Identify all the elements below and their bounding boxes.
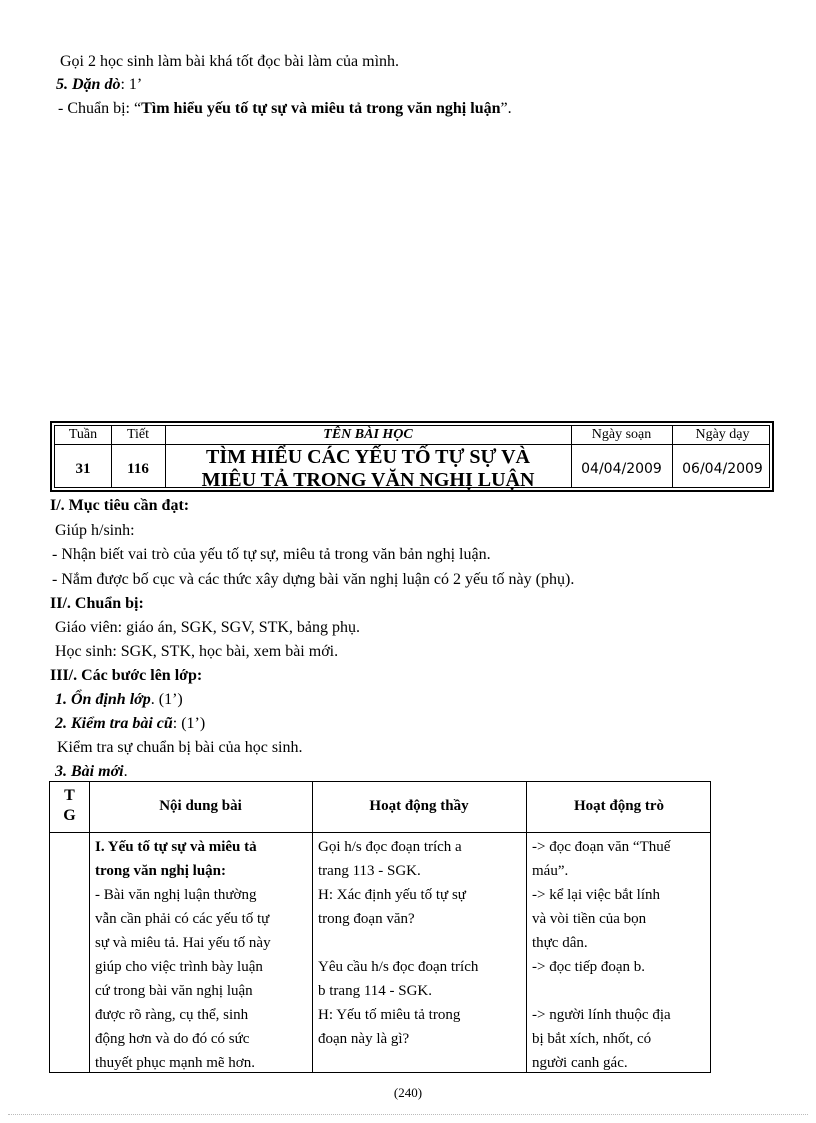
page-number: (240): [393, 1085, 423, 1100]
prep-title: Tìm hiểu yếu tố tự sự và miêu tả trong văn nghị luận: [141, 100, 501, 117]
col-week-header: Tuần: [68, 427, 98, 442]
student-activity-line: người canh gác.: [532, 1055, 628, 1071]
content-line: - Bài văn nghị luận thường: [95, 887, 257, 903]
content-lines: [95, 883, 307, 1075]
period-value: 116: [127, 461, 149, 477]
step-2-detail: Kiểm tra sự chuẩn bị bài của học sinh.: [57, 739, 303, 756]
content-line: động hơn và do đó có sức: [95, 1031, 250, 1047]
page-edge-divider: [8, 1114, 808, 1115]
content-line: giúp cho việc trình bày luận: [95, 959, 263, 975]
objectives-intro: Giúp h/sinh:: [55, 522, 135, 539]
section5-time: : 1’: [120, 76, 143, 93]
student-activity-line: -> đọc đoạn văn “Thuế: [532, 839, 671, 855]
student-cell: [532, 835, 704, 1075]
preparation-teacher: Giáo viên: giáo án, SGK, SGV, STK, bảng phụ.: [55, 619, 361, 636]
preparation-student: Học sinh: SGK, STK, học bài, xem bài mới.: [55, 643, 339, 660]
step-3-label: 3. Bài mới: [55, 763, 124, 780]
col-prep-date-header: Ngày soạn: [591, 427, 652, 442]
prep-prefix: - Chuẩn bị: “: [58, 100, 142, 117]
col-time-header: [50, 786, 89, 826]
col-teach-date-header: Ngày dạy: [695, 427, 750, 442]
student-activity-line: thực dân.: [532, 935, 588, 951]
lesson-activities-table: [49, 781, 711, 1073]
student-activity-line: -> kể lại việc bắt lính: [532, 887, 660, 903]
lesson-title-line2: MIÊU TẢ TRONG VĂN NGHỊ LUẬN: [201, 469, 535, 491]
step-3-rest: .: [123, 763, 128, 780]
col-period-header: Tiết: [126, 427, 150, 442]
teacher-activity-line: đoạn này là gì?: [318, 1031, 410, 1047]
col-teacher-header: Hoạt động thầy: [369, 798, 469, 814]
content-line: được rõ ràng, cụ thể, sinh: [95, 1007, 249, 1023]
section5-label: 5. Dặn dò: [56, 76, 121, 93]
content-heading-1: I. Yếu tố tự sự và miêu tả: [95, 839, 257, 855]
teacher-activity-line: H: Yếu tố miêu tả trong: [318, 1007, 461, 1023]
prep-date-value: 04/04/2009: [581, 461, 662, 477]
step-2: [55, 714, 205, 734]
step-3: [55, 762, 128, 782]
content-cell: [95, 835, 307, 1075]
teacher-activity-line: Yêu cầu h/s đọc đoạn trích: [318, 959, 479, 975]
teach-date-value: 06/04/2009: [682, 461, 763, 477]
prep-line: [58, 99, 512, 119]
teacher-activity-line: trong đoạn văn?: [318, 911, 415, 927]
content-line: sự và miêu tả. Hai yếu tố này: [95, 935, 271, 951]
col-content-header: Nội dung bài: [159, 798, 242, 814]
teacher-activity-line: H: Xác định yếu tố tự sự: [318, 887, 466, 903]
section5-line: [56, 75, 142, 95]
content-heading-2: trong văn nghị luận:: [95, 863, 227, 879]
content-line: vẫn cần phải có các yếu tố tự: [95, 911, 270, 927]
intro-line: Gọi 2 học sinh làm bài khá tốt đọc bài làm của mình.: [60, 53, 400, 70]
col-student-header: Hoạt động trò: [574, 798, 664, 814]
step-2-label: 2. Kiểm tra bài cũ: [55, 715, 173, 732]
col-time-header-g: G: [63, 807, 76, 824]
lesson-title: [165, 446, 571, 492]
student-activity-line: bị bắt xích, nhốt, có: [532, 1031, 652, 1047]
student-activity-line: -> đọc tiếp đoạn b.: [532, 959, 646, 975]
prep-suffix: ”.: [500, 100, 512, 117]
col-time-header-t: T: [64, 787, 75, 804]
lesson-header-table: [50, 421, 774, 492]
step-2-rest: : (1’): [172, 715, 206, 732]
col-title-header: TÊN BÀI HỌC: [323, 427, 413, 442]
student-activity-line: [532, 979, 704, 1003]
steps-heading: III/. Các bước lên lớp:: [50, 667, 203, 684]
teacher-cell: [318, 835, 522, 1051]
objective-item-1: - Nhận biết vai trò của yếu tố tự sự, miêu tả trong văn bản nghị luận.: [52, 546, 491, 563]
lesson-title-line1: TÌM HIỂU CÁC YẾU TỐ TỰ SỰ VÀ: [206, 446, 530, 468]
teacher-activity-line: trang 113 - SGK.: [318, 863, 421, 879]
step-1-rest: . (1’): [150, 691, 183, 708]
student-activity-line: và vòi tiền của bọn: [532, 911, 647, 927]
step-1: [55, 690, 183, 710]
student-activity-line: -> người lính thuộc địa: [532, 1007, 671, 1023]
preparation-heading: II/. Chuẩn bị:: [50, 595, 144, 612]
step-1-label: 1. Ổn định lớp: [55, 691, 151, 708]
week-value: 31: [75, 461, 91, 477]
teacher-activity-line: b trang 114 - SGK.: [318, 983, 433, 999]
objective-item-2: - Nắm được bố cục và các thức xây dựng bài văn nghị luận có 2 yếu tố này (phụ).: [52, 571, 575, 588]
content-line: thuyết phục mạnh mẽ hơn.: [95, 1055, 255, 1071]
teacher-activity-line: [318, 931, 522, 955]
teacher-activity-line: Gọi h/s đọc đoạn trích a: [318, 839, 462, 855]
student-activity-line: máu”.: [532, 863, 569, 879]
content-line: cứ trong bài văn nghị luận: [95, 983, 253, 999]
objectives-heading: I/. Mục tiêu cần đạt:: [50, 497, 190, 514]
